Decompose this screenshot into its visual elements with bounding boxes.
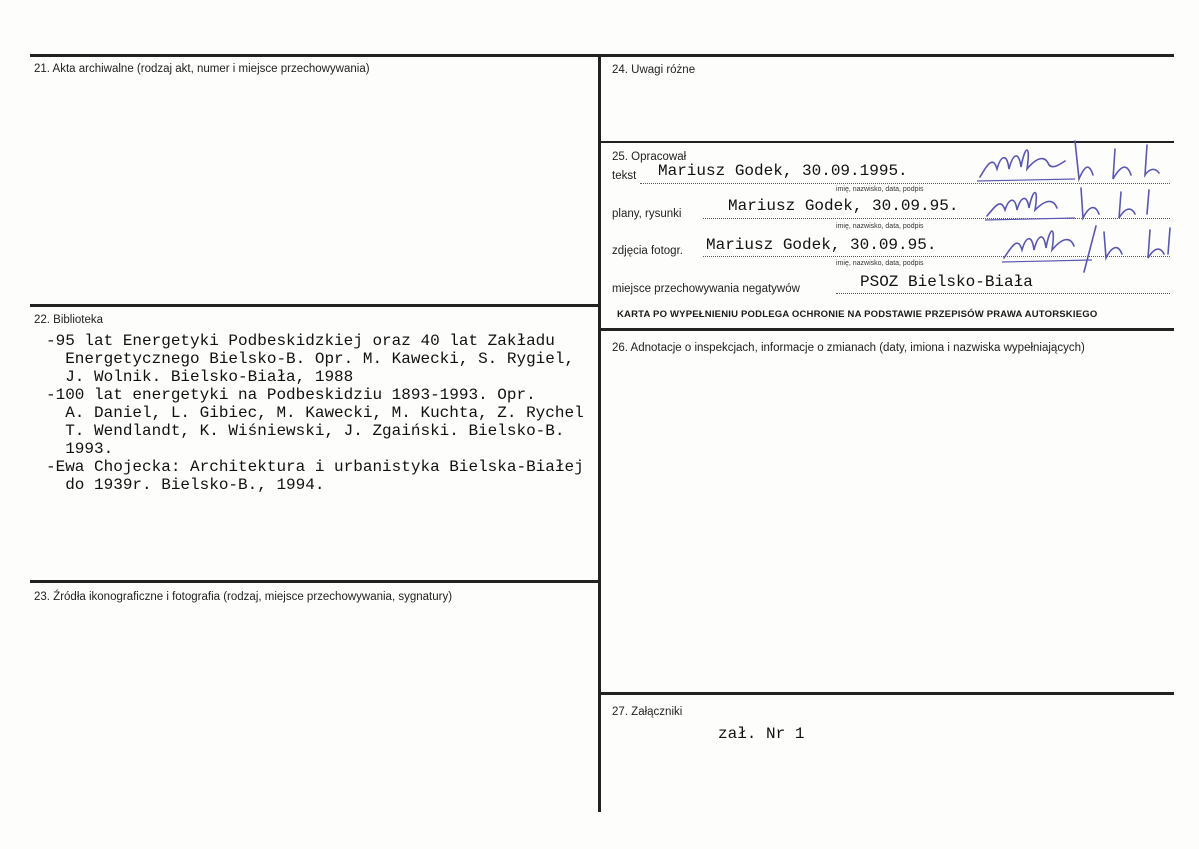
tekst-value: Mariusz Godek, 30.09.1995. <box>658 162 908 180</box>
section-24-label: 24. Uwagi różne <box>612 64 696 76</box>
tekst-label: tekst <box>612 170 637 182</box>
rule-25-26 <box>600 328 1174 331</box>
zdjecia-label: zdjęcia fotogr. <box>612 245 683 257</box>
bibliography-line: J. Wolnik. Bielsko-Biała, 1988 <box>46 368 354 386</box>
bibliography-line: -95 lat Energetyki Podbeskidzkiej oraz 40 lat Zakładu <box>46 332 555 350</box>
bibliography-line: 1993. <box>46 440 114 458</box>
attachment-value: zał. Nr 1 <box>718 725 805 743</box>
bibliography-line: -Ewa Chojecka: Architektura i urbanistyka Bielska-Białej <box>46 458 584 476</box>
section-23-label: 23. Źródła ikonograficzne i fotografia (rodzaj, miejsce przechowywania, sygnatury) <box>34 591 453 603</box>
rule-21-22 <box>30 304 600 307</box>
negatywy-label: miejsce przechowywania negatywów <box>612 283 800 295</box>
section-26-label: 26. Adnotacje o inspekcjach, informacje o zmianach (daty, imiona i nazwiska wypełniających) <box>612 342 1085 354</box>
zdjecia-value: Mariusz Godek, 30.09.95. <box>706 236 937 254</box>
tekst-caption: imię, nazwisko, data, podpis <box>836 186 924 193</box>
plany-label: plany, rysunki <box>612 208 682 220</box>
negatywy-line <box>836 293 1170 294</box>
rule-22-23 <box>30 580 600 583</box>
plany-value: Mariusz Godek, 30.09.95. <box>728 197 959 215</box>
top-rule <box>30 54 1174 57</box>
plany-caption: imię, nazwisko, data, podpis <box>836 223 924 230</box>
bibliography-line: T. Wendlandt, K. Wiśniewski, J. Zgaiński. Bielsko-B. <box>46 422 565 440</box>
signature-zdjecia <box>1000 218 1178 276</box>
section-25-label: 25. Opracował <box>612 151 687 163</box>
section-21-label: 21. Akta archiwalne (rodzaj akt, numer i miejsce przechowywania) <box>34 63 370 75</box>
section-27-label: 27. Załączniki <box>612 706 683 718</box>
zdjecia-caption: imię, nazwisko, data, podpis <box>836 260 924 267</box>
negatywy-value: PSOZ Bielsko-Biała <box>860 273 1033 291</box>
bibliography-line: -100 lat energetyki na Podbeskidziu 1893-1993. Opr. <box>46 386 536 404</box>
bibliography-line: Energetycznego Bielsko-B. Opr. M. Kawecki, S. Rygiel, <box>46 350 575 368</box>
bibliography-line: do 1939r. Bielsko-B., 1994. <box>46 476 325 494</box>
section-22-label: 22. Biblioteka <box>34 314 104 326</box>
bibliography-line: A. Daniel, L. Gibiec, M. Kawecki, M. Kuchta, Z. Rychel <box>46 404 584 422</box>
copyright-notice: KARTA PO WYPEŁNIENIU PODLEGA OCHRONIE NA PODSTAWIE PRZEPISÓW PRAWA AUTORSKIEGO <box>617 309 1098 320</box>
center-divider <box>598 54 601 812</box>
rule-26-27 <box>600 692 1174 695</box>
